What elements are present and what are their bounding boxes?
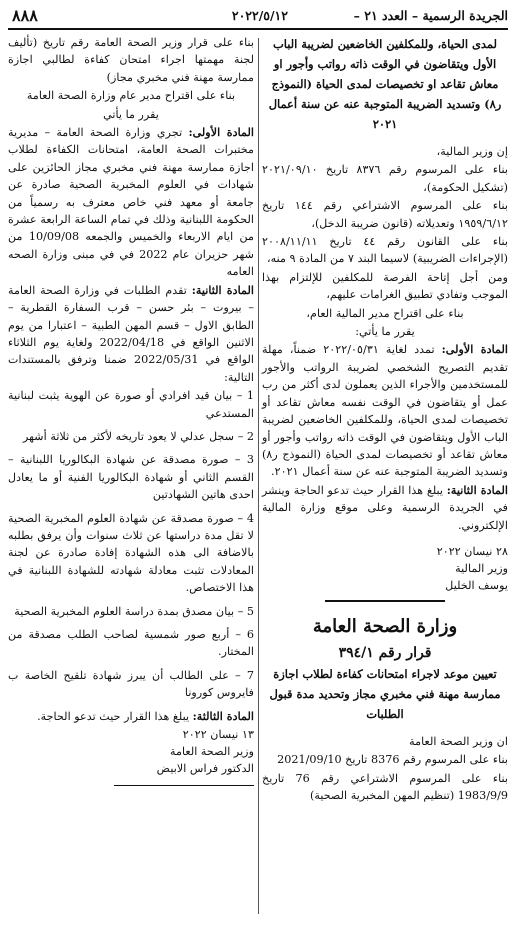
decree-title: تعيين موعد لاجراء امتحانات كفاءة لطلاب اجازة ممارسة مهنة فني مخبري مجاز وتحديد مدة قبول الطلبات <box>269 666 501 721</box>
article-2 <box>262 482 508 534</box>
header-rule <box>8 28 508 30</box>
gazette-title: الجريدة الرسمية – العدد ٢١ – <box>353 8 508 23</box>
article-label: المادة الثانية: <box>446 482 508 497</box>
intro-line: بناء على اقتراح مدير عام وزارة الصحة العامة <box>26 89 236 103</box>
intro-line: بناء على قرار وزير الصحة العامة رقم تاريخ (تأليف لجنة مهمتها اجراء امتحان كفاءة لطالبي اجازة ممارسة مهنة فني مخبري مجاز) <box>8 36 254 84</box>
list-item: 7 – على الطالب أن يبرز شهادة تلقيح الخاصة ب فايروس كورونا <box>8 668 254 700</box>
right-column <box>262 34 508 806</box>
signature-role: وزير المالية <box>455 561 508 575</box>
signature-date: ١٣ نيسان ٢٠٢٢ <box>182 728 254 742</box>
page-number: ٨٨٨ <box>12 6 38 25</box>
signature-name: الدكتور فراس الابيض <box>156 762 254 776</box>
preamble-line: ومن أجل إتاحة الفرصة للمكلفين للإلتزام بهذا الموجب وتفادي تطبيق الغرامات عليهم، <box>262 270 508 302</box>
decree-preamble-line: ان وزير الصحة العامة <box>409 734 508 748</box>
article-label: المادة الأولى: <box>441 342 508 357</box>
page-header <box>8 6 508 30</box>
decision-title: لمدى الحياة، وللمكلفين الخاضعين لضريبة الباب الأول ويتقاضون في الوقت ذاته رواتب وأجور او معاش تقاعد او تخصيصات لمدى الحياة (النموذج ر٨) وتسديد الضريبة المتوجبة عنه عن سنة أعمال ٢٠٢١ <box>268 37 502 131</box>
article-1 <box>8 124 254 281</box>
decides-line: يقرر ما يأتي <box>103 107 159 121</box>
article-1 <box>262 341 508 480</box>
list-item: 6 – أربع صور شمسية لصاحب الطلب مصدقة من المختار. <box>8 628 254 659</box>
list-item: 4 – صورة مصدقة عن شهادة العلوم المخبرية الصحية لا تقل مدة دراستها عن ثلاث سنوات وأن يرفق بطلبه بالاضافة الى هذه الشهادة إفادة صادرة عن لجنة المعادلات تثبت معادلة شهادته للشهادة اللبنانية في هذا الاختصاص. <box>8 511 254 595</box>
preamble-line: بناء على اقتراح مدير المالية العام، <box>306 306 464 320</box>
article-3 <box>8 708 254 725</box>
column-divider <box>258 38 259 914</box>
signature-role: وزير الصحة العامة <box>170 745 254 759</box>
issue-date: ٢٠٢٢/٥/١٢ <box>231 8 288 23</box>
article-text: يبلغ هذا القرار حيث تدعو الحاجة. <box>37 709 190 723</box>
signature-date: ٢٨ نيسان ٢٠٢٢ <box>436 544 508 558</box>
preamble-line: بناء على القانون رقم ٤٤ تاريخ ٢٠٠٨/١١/١١ (الإجراءات الضريبية) لاسيما البند ٧ من المادة ٩ منه، <box>262 235 508 266</box>
article-text: تمدد لغاية ٢٠٢٢/٠٥/٣١ ضمناً، مهلة تقديم التصريح الشخصي لضريبة الرواتب والأجور للمستخدمين والأجراء الذين يعملون لدى أكثر من رب عمل أو يتقاضون في الوقت نفسه معاش تقاعد أو تخصيصات لمدى الحياة، وللمكلفين الخاضعين لضريبة الباب الأول ويتقاضون في الوقت ذاته رواتب وأجور أو معاش تقاعد أو تخصيصات لمدى الحياة (النموذج ر٨) وتسديد الضريبة المتوجبة عنه عن سنة أعمال ٢٠٢١. <box>262 343 508 479</box>
list-item: 2 – سجل عدلي لا يعود تاريخه لأكثر من ثلاثة أشهر <box>22 429 254 443</box>
decree-number: قرار رقم ٣٩٤/١ <box>338 644 432 661</box>
preamble-line: بناء على المرسوم رقم ٨٣٧٦ تاريخ ٢٠٢١/٠٩/١٠ (تشكيل الحكومة)، <box>262 163 509 194</box>
signature-name: يوسف الخليل <box>445 578 508 592</box>
decree-preamble-line: بناء على المرسوم الاشتراعي رقم 76 تاريخ 1983/9/9 (تنظيم المهن المخبرية الصحية) <box>262 771 508 803</box>
decree-preamble-line: بناء على المرسوم رقم 8376 تاريخ 2021/09/10 <box>277 753 508 767</box>
preamble-line: إن وزير المالية، <box>436 145 508 158</box>
documents-list <box>8 387 254 702</box>
ministry-heading: وزارة الصحة العامة <box>312 615 458 637</box>
article-text: تقدم الطلبات في وزارة الصحة العامة – بيروت – بئر حسن – قرب السفارة القطرية – الطابق الاول – قسم المهن الطبية – اعتبارا من يوم الاثنين الواقع في 2022/04/18 ولغاية يوم الثلاثاء الواقع في 2022/05/31 ضمنا وترفق بالمستندات التالية: <box>8 283 254 384</box>
article-text: يبلغ هذا القرار حيث تدعو الحاجة وينشر في الجريدة الرسمية وعلى موقع وزارة المالية الإلكتروني. <box>262 483 508 532</box>
article-label: المادة الثالثة: <box>192 708 254 723</box>
section-separator <box>325 600 445 602</box>
article-2 <box>8 282 254 386</box>
article-label: المادة الثانية: <box>191 282 254 297</box>
signature-block <box>8 726 254 777</box>
article-label: المادة الأولى: <box>188 125 254 140</box>
decides-line: يقرر ما يأتي: <box>355 325 415 339</box>
preamble-line: بناء على المرسوم الاشتراعي رقم ١٤٤ تاريخ ١٩٥٩/٦/١٢ وتعديلاته (قانون ضريبة الدخل)، <box>262 199 508 230</box>
article-text: تجري وزارة الصحة العامة – مديرية مختبرات الصحة العامة، امتحانات الكفاءة لطلاب اجازة ممارسة مهنة فني مخبري مجاز الحائزين على شهادات في العلوم المخبرية الصحية صادرة عن جامعة أو معهد فني خاص معترف به رسمياً من الحكومة اللبنانية وذلك في تمام الساعة الرابعة عشرة من ايام الاربعاء والخميس والجمعه 10/09/08 من شهر حزيران عام 2022 في في مبنى وزارة الصحه العامه <box>8 126 254 279</box>
end-separator <box>114 785 254 786</box>
list-item: 5 – بيان مصدق بمدة دراسة العلوم المخبرية الصحية <box>14 604 254 618</box>
list-item: 3 – صورة مصدقة عن شهادة البكالوريا اللبنانية – القسم الثاني أو شهادة البكالوريا الفنية أو ما يعادل احدى هاتين الشهادتين <box>8 453 254 502</box>
left-column <box>8 34 254 792</box>
list-item: 1 – بيان قيد افرادي أو صورة عن الهوية يثبت لبنانية المستدعي <box>8 389 254 420</box>
signature-block <box>262 543 508 594</box>
